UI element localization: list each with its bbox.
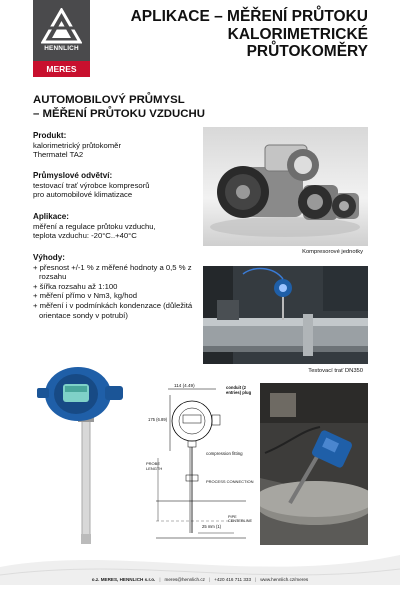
aplikace-heading: Aplikace: — [33, 212, 69, 221]
aplikace-block — [33, 212, 201, 241]
title-line-3: PRŮTOKOMĚRY — [246, 43, 368, 60]
callout-fitting: compression fitting — [206, 451, 243, 456]
odvetvi-line-1: testovací trať výrobce kompresorů — [33, 180, 150, 190]
installed-device-photo — [260, 383, 368, 545]
page-title — [108, 8, 368, 61]
probe-length-label: PROBE LENGTH — [146, 461, 163, 471]
logo-meres-text: MERES — [33, 61, 90, 77]
produkt-line-2: Thermatel TA2 — [33, 150, 84, 160]
dim-side-label: 175 (6.89) — [148, 417, 168, 422]
footer-wave-decoration — [0, 525, 400, 585]
dim-top-label: 114 (4.49) — [174, 383, 195, 388]
footer-web[interactable]: www.hennlich.cz/meres — [260, 577, 309, 582]
vyhody-item: + měření přímo v Nm3, kg/hod — [33, 291, 138, 301]
vyhody-block — [33, 253, 201, 320]
vyhody-item: + přesnost +/-1 % z měřené hodnoty a 0,5 % z rozsahu — [33, 262, 192, 282]
callout-process: PROCESS CONNECTION — [206, 479, 254, 484]
callout-conduit: conduit (2 entries) plug — [226, 385, 252, 395]
footer-phone: +420 416 711 333 — [214, 577, 251, 582]
pipe-illustration — [203, 266, 368, 364]
produkt-line-1: kalorimetrický průtokoměr — [33, 140, 122, 150]
test-line-photo — [203, 266, 368, 364]
produkt-block — [33, 131, 201, 160]
vyhody-item: + měření i v podmínkách kondenzace (důležitá orientace sondy v potrubí) — [33, 300, 193, 320]
odvetvi-heading: Průmyslové odvětví: — [33, 171, 113, 180]
footer-company: o.z. MERES, HENNLICH s.r.o. — [91, 577, 156, 582]
dim-bottom-label: 25 mm (1) — [202, 524, 222, 529]
flowmeter-product-image — [33, 356, 133, 546]
title-line-1: APLIKACE – MĚŘENÍ PRŮTOKU — [130, 8, 368, 25]
odvetvi-line-2: pro automobilové klimatizace — [33, 190, 133, 200]
footer-email[interactable]: meres@hennlich.cz — [164, 577, 205, 582]
aplikace-line-1: měření a regulace průtoku vzduchu, — [33, 221, 156, 231]
page-footer: o.z. MERES, HENNLICH s.r.o. | meres@hennlich.cz | +420 416 711 333 | www.hennlich.cz/meres — [91, 577, 309, 582]
produkt-heading: Produkt: — [33, 131, 67, 140]
subtitle-line-1: AUTOMOBILOVÝ PRŮMYSL — [33, 94, 185, 106]
section-heading — [33, 93, 233, 121]
compressor-illustration — [203, 127, 368, 246]
thermatel-device-illustration — [33, 356, 133, 546]
aplikace-line-2: teplota vzduchu: -20°C..+40°C — [33, 231, 137, 241]
title-line-2: KALORIMETRICKÉ — [227, 25, 368, 43]
technical-drawing — [146, 383, 256, 545]
hennlich-logo-icon — [41, 8, 82, 44]
photo1-caption: Kompresorové jednotky — [302, 249, 363, 255]
photo2-caption: Testovací trať DN350 — [308, 368, 363, 374]
compressor-units-photo — [203, 127, 368, 246]
vyhody-item: + šířka rozsahu až 1:100 — [33, 281, 118, 291]
logo-brand-text: HENNLICH — [44, 45, 79, 52]
company-logo — [33, 0, 90, 77]
pipe-centerline-label: PIPE CENTERLINE — [228, 515, 253, 523]
subtitle-line-2: – MĚŘENÍ PRŮTOKU VZDUCHU — [33, 108, 205, 120]
odvetvi-block — [33, 171, 201, 200]
vyhody-heading: Výhody: — [33, 253, 65, 262]
vyhody-list — [33, 263, 201, 321]
installation-illustration — [260, 383, 368, 545]
